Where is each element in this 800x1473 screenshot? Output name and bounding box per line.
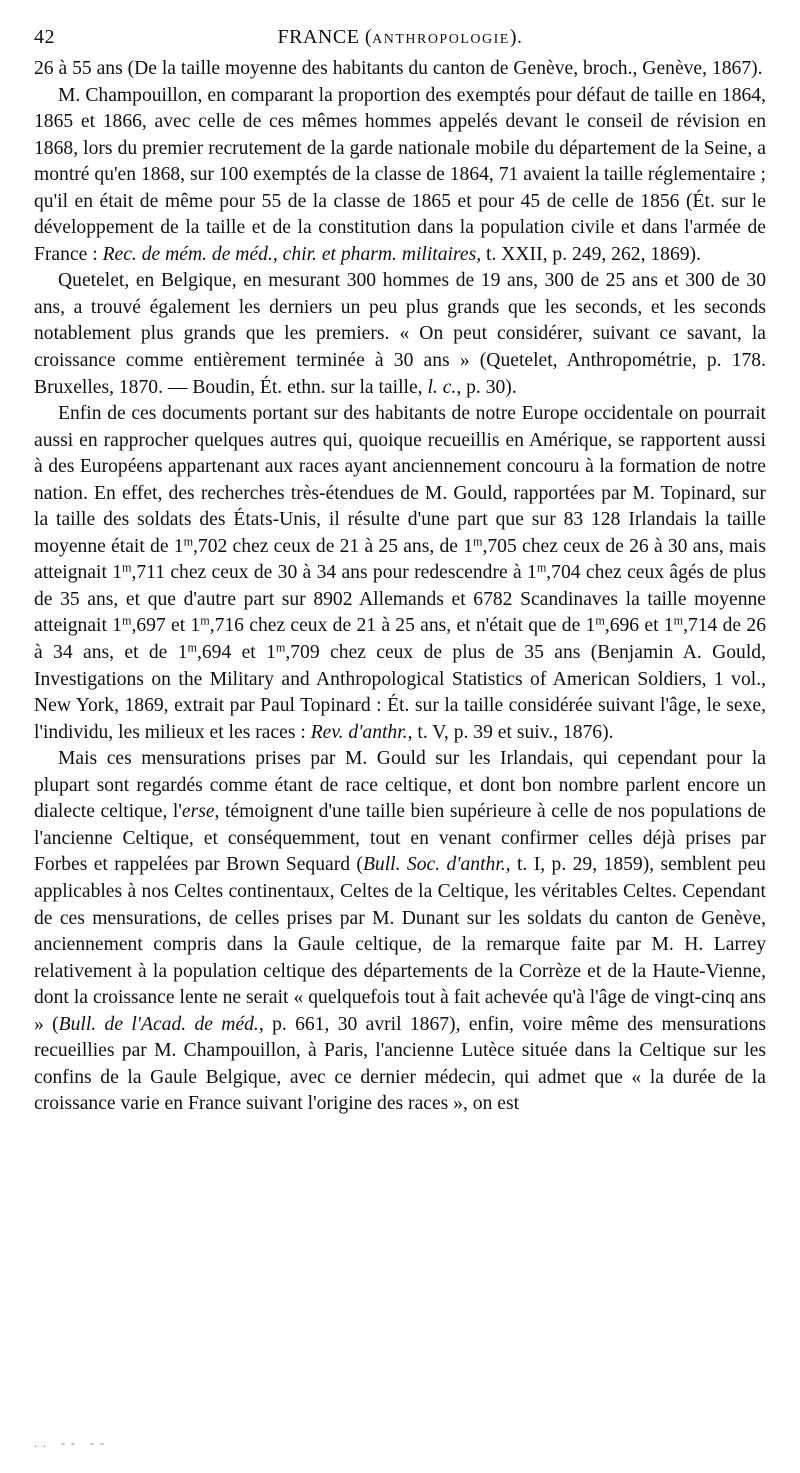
text-span: , p. 661, 30 avril 1867), enfin, voire même des mensurations recueillies par M. Champouillon, à Paris, l'ancienne Lutèce située dans la Celtique sur les confins de la Gaule Belgique, avec ce dernier médecin, qui admet que « la durée de la croissance varie en France suivant l'origine des races », on est <box>34 1013 766 1115</box>
unit-superscript: m <box>536 560 547 575</box>
running-title-main: FRANCE ( <box>277 26 373 48</box>
text-span: ,704 chez ceux âgés de plus de 35 ans, et que d'autre part sur 8902 Allemands et 6782 Scandinaves la taille moyenne atteignait 1 <box>34 562 766 637</box>
paragraph-3 <box>34 268 766 401</box>
text-span: ,711 chez ceux de 30 à 34 ans pour redescendre à 1 <box>131 562 537 584</box>
unit-superscript: m <box>673 613 684 628</box>
unit-superscript: m <box>473 534 483 549</box>
text-span: M. Champouillon, en comparant la proportion des exemptés pour défaut de taille en 1864, 1865 et 1866, avec celle de ces mêmes hommes appelés devant le conseil de révision en 1868, lors du premier recrutement de la garde nationale mobile du département de la Seine, a montré qu'en 1868, sur 100 exemptés de la classe de 1864, 71 avaient la taille réglementaire ; qu'il en était de même pour 55 de la classe de 1865 et pour 45 de celle de 1856 (Ét. sur le développement de la taille et de la constitution dans la population civile et dans l'armée de France : <box>34 84 766 265</box>
paragraph-4 <box>34 401 766 746</box>
text-span: Quetelet, en Belgique, en mesurant 300 hommes de 19 ans, 300 de 25 ans et 300 de 30 ans, a trouvé également les derniers un peu plus grands que les seconds, et les seconds notablement plus grands que les premiers. « On peut considérer, suivant ce savant, la croissance comme entièrement terminée à 30 ans » (Quetelet, Anthropométrie, p. 178. Bruxelles, 1870. — Boudin, Ét. ethn. sur la taille, <box>34 270 766 398</box>
text-span: , p. 30). <box>456 376 517 398</box>
text-span: ,702 chez ceux de 21 à 25 ans, de 1 <box>193 535 474 557</box>
body-text <box>34 56 766 1118</box>
term-italic: erse <box>181 801 215 823</box>
unit-superscript: m <box>122 560 132 575</box>
citation-italic: Bull. Soc. d'anthr. <box>362 854 506 876</box>
text-span: ,694 et 1 <box>196 642 276 664</box>
running-title <box>34 26 766 49</box>
text-span: ,697 et 1 <box>131 615 201 637</box>
text-span: , t. V, p. 39 et suiv., 1876). <box>407 721 614 743</box>
unit-superscript: m <box>275 640 286 655</box>
running-title-smallcaps: ANTHROPOLOGIE <box>372 32 510 47</box>
footer-marks: .. -- -- <box>34 1436 110 1450</box>
paragraph-2 <box>34 83 766 269</box>
unit-superscript: m <box>595 613 605 628</box>
unit-superscript: m <box>121 613 132 628</box>
text-span: ,705 chez ceux de 26 à 30 ans, mais atteignait 1 <box>34 535 766 584</box>
page-header <box>34 22 766 56</box>
paragraph-5 <box>34 746 766 1118</box>
citation-italic: Bull. de l'Acad. de méd. <box>58 1013 259 1035</box>
paragraph-1: 26 à 55 ans (De la taille moyenne des habitants du canton de Genève, broch., Genève, 1867). <box>34 58 763 79</box>
text-span: ,696 et 1 <box>604 615 674 637</box>
unit-superscript: m <box>183 534 194 549</box>
text-span: ,716 chez ceux de 21 à 25 ans, et n'était que de 1 <box>209 615 596 637</box>
text-span: ,714 de 26 à 34 ans, et de 1 <box>34 615 766 664</box>
text-span: ,709 chez ceux de plus de 35 ans (Benjamin A. Gould, Investigations on the Military and Anthropological Statistics of American Soldiers, 1 vol., New York, 1869, extrait par Paul Topinard : Ét. sur la taille considérée suivant l'âge, le sexe, l'individu, les milieux et les races : <box>34 642 766 743</box>
text-span: , t. I, p. 29, 1859), semblent peu applicables à nos Celtes continentaux, Celtes de la Celtique, les véritables Celtes. Cependant de ces mensurations, de celles prises par M. Dunant sur les soldats du canton de Genève, anciennement compris dans la Gaule celtique, de la remarque faite par M. H. Larrey relativement à la population celtique des départements de la Corrèze et de la Haute-Vienne, dont la croissance lente ne serait « quelquefois tout à fait achevée qu'à l'âge de vingt-cinq ans » ( <box>34 854 766 1035</box>
text-span: Enfin de ces documents portant sur des habitants de notre Europe occidentale on pourrait aussi en rapprocher quelques autres qui, quoique recueillis en Amérique, se rapportent aussi à des Européens appartenant aux races ayant anciennement concouru à la formation de notre nation. En effet, des recherches très-étendues de M. Gould, rapportées par M. Topinard, sur la taille des soldats des États-Unis, il résulte d'une part que sur 83 128 Irlandais la taille moyenne était de 1 <box>34 403 766 557</box>
citation-italic: Rev. d'anthr. <box>310 721 408 743</box>
unit-superscript: m <box>200 613 210 628</box>
citation-italic: l. c. <box>427 376 457 398</box>
page-number: 42 <box>34 26 55 48</box>
citation-italic: Rec. de mém. de méd., chir. et pharm. militaires, <box>102 243 482 265</box>
running-title-end: ). <box>509 26 523 48</box>
text-span: , témoignent d'une taille bien supérieure à celle de nos populations de l'ancienne Celtique, et conséquemment, tout en venant confirmer celles déjà prises par Forbes et rappelées par Brown Sequard ( <box>34 801 766 876</box>
text-span: t. XXII, p. 249, 262, 1869). <box>481 243 701 265</box>
text-span: Mais ces mensurations prises par M. Gould sur les Irlandais, qui cependant pour la plupart sont regardés comme étant de race celtique, et dont bon nombre parlent encore un dialecte celtique, l' <box>34 748 766 823</box>
unit-superscript: m <box>187 640 197 655</box>
